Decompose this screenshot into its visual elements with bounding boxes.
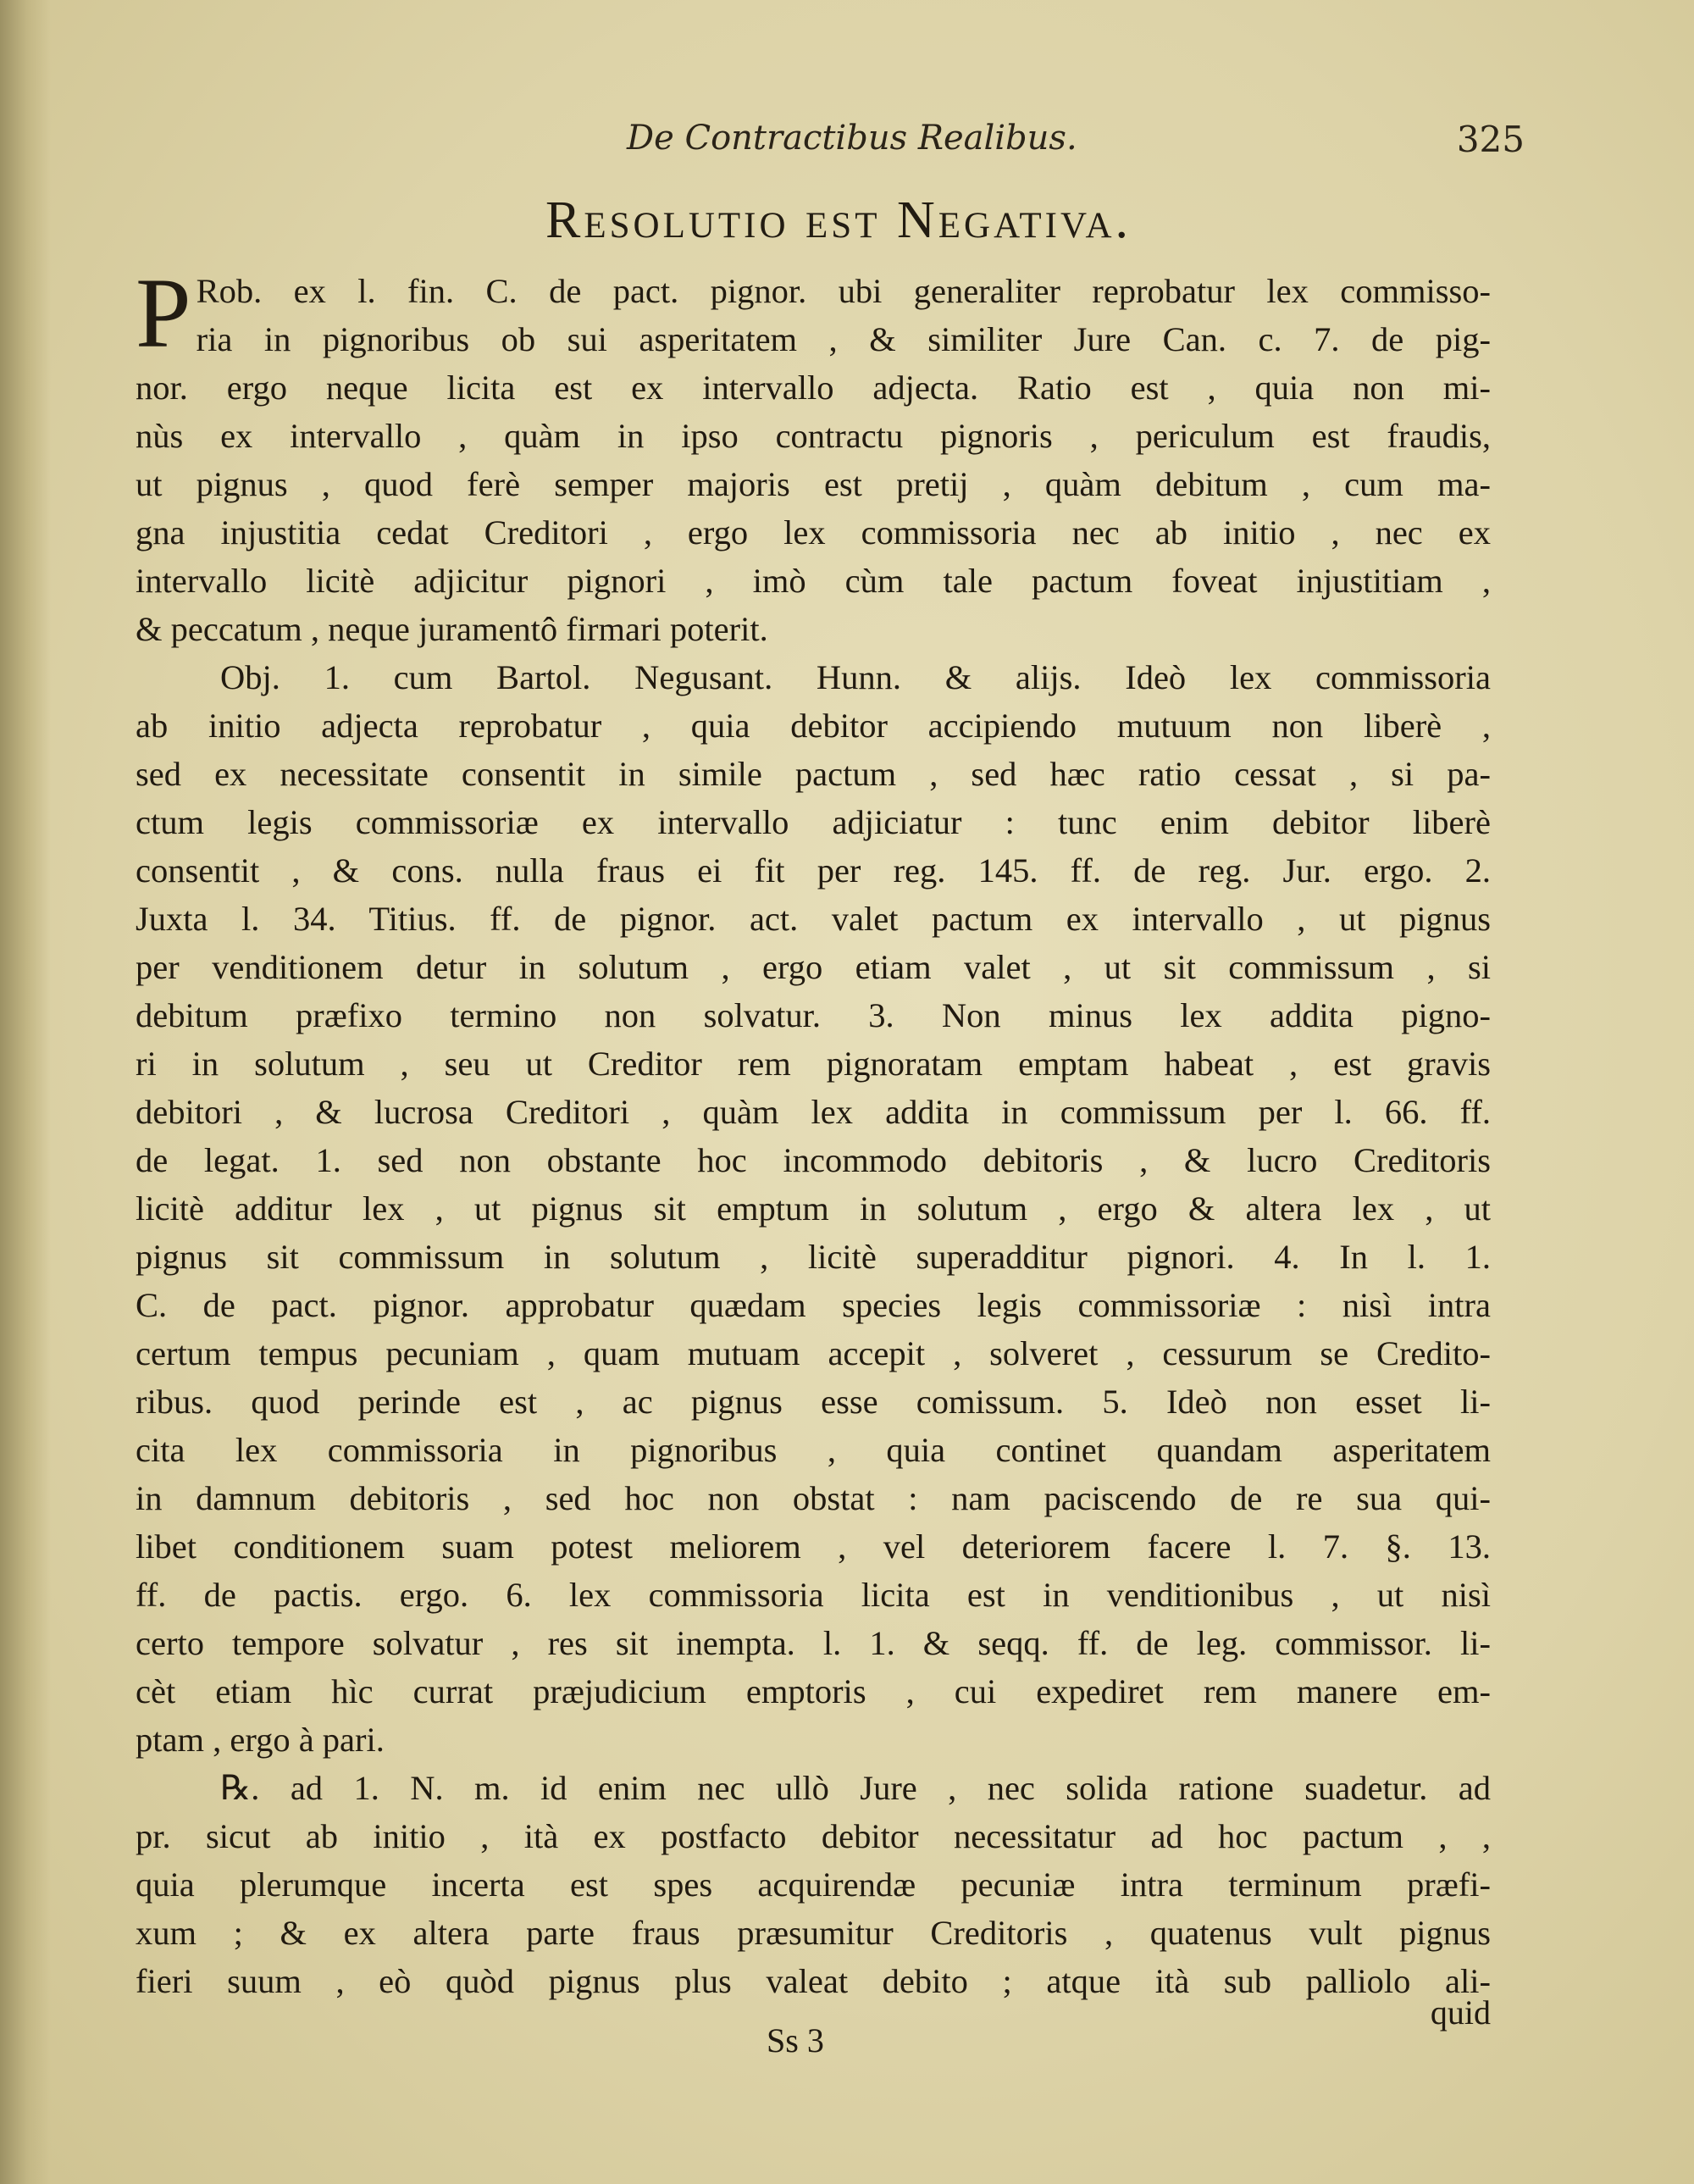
text-line: cèt etiam hìc currat præjudicium emptoris , cui expediret rem manere em- [136,1672,1491,1710]
text-line: libet conditionem suam potest meliorem , vel deteriorem facere l. 7. §. 13. [136,1527,1491,1566]
text-line: C. de pact. pignor. approbatur quædam species legis commissoriæ : nisì intra [136,1286,1491,1324]
text-line: Juxta l. 34. Titius. ff. de pignor. act. valet pactum ex intervallo , ut pignus [136,900,1491,938]
page-gutter-shadow [0,0,51,2184]
text-line: gna injustitia cedat Creditori , ergo lex commissoria nec ab initio , nec ex [136,513,1491,552]
text-line: & peccatum , neque juramentô firmari poterit. [136,610,768,648]
text-line: nor. ergo neque licita est ex intervallo adjecta. Ratio est , quia non mi- [136,369,1491,407]
text-line: per venditionem detur in solutum , ergo etiam valet , ut sit commissum , si [136,948,1491,986]
text-line: ℞. ad 1. N. m. id enim nec ullò Jure , nec solida ratione suadetur. ad [220,1769,1491,1807]
catchword: quid [1430,1993,1491,2032]
text-line: ab initio adjecta reprobatur , quia debitor accipiendo mutuum non liberè , [136,707,1491,745]
text-line: ptam , ergo à pari. [136,1721,385,1759]
text-line: nùs ex intervallo , quàm in ipso contractu pignoris , periculum est fraudis, [136,417,1491,455]
text-line: cita lex commissoria in pignoribus , quia continet quandam asperitatem [136,1431,1491,1469]
body-text [136,258,1491,2005]
text-line: debitum præfixo termino non solvatur. 3. Non minus lex addita pigno- [136,996,1491,1034]
text-line: in damnum debitoris , sed hoc non obstat : nam paciscendo de re sua qui- [136,1479,1491,1517]
text-line: intervallo licitè adjicitur pignori , imò cùm tale pactum foveat injustitiam , [136,562,1491,600]
section-title: Resolutio est Negativa. [545,191,1132,249]
text-line: xum ; & ex altera parte fraus præsumitur Creditoris , quatenus vult pignus [136,1914,1491,1952]
page-header [152,119,1525,169]
text-line: Obj. 1. cum Bartol. Negusant. Hunn. & alijs. Ideò lex commissoria [220,658,1491,696]
text-line: Rob. ex l. fin. C. de pact. pignor. ubi generaliter reprobatur lex commisso- [196,272,1491,310]
text-line: ff. de pactis. ergo. 6. lex commissoria licita est in venditionibus , ut nisì [136,1576,1491,1614]
text-line: ribus. quod perinde est , ac pignus esse comissum. 5. Ideò non esset li- [136,1383,1491,1421]
text-line: debitori , & lucrosa Creditori , quàm lex addita in commissum per l. 66. ff. [136,1093,1491,1131]
text-line: pr. sicut ab initio , ità ex postfacto debitor necessitatur ad hoc pactum , , [136,1817,1491,1855]
text-line: de legat. 1. sed non obstante hoc incommodo debitoris , & lucro Creditoris [136,1141,1491,1179]
signature-mark: Ss 3 [767,2021,824,2059]
text-line: licitè additur lex , ut pignus sit emptum in solutum , ergo & altera lex , ut [136,1189,1491,1228]
text-line: fieri suum , eò quòd pignus plus valeat debito ; atque ità sub palliolo ali- [136,1962,1491,2000]
running-title: De Contractibus Realibus. [627,119,1077,158]
text-line: ut pignus , quod ferè semper majoris est pretij , quàm debitum , cum ma- [136,465,1491,503]
drop-cap: P [136,258,191,369]
text-line: pignus sit commissum in solutum , licitè superadditur pignori. 4. In l. 1. [136,1238,1491,1276]
text-line: quia plerumque incerta est spes acquirendæ pecuniæ intra terminum præfi- [136,1865,1491,1904]
text-line: ri in solutum , seu ut Creditor rem pignoratam emptam habeat , est gravis [136,1045,1491,1083]
text-line: consentit , & cons. nulla fraus ei fit per reg. 145. ff. de reg. Jur. ergo. 2. [136,851,1491,890]
text-line: ctum legis commissoriæ ex intervallo adjiciatur : tunc enim debitor liberè [136,803,1491,841]
page-number: 325 [1456,119,1525,160]
text-line: certum tempus pecuniam , quam mutuam accepit , solveret , cessurum se Credito- [136,1334,1491,1372]
text-line: ria in pignoribus ob sui asperitatem , & similiter Jure Can. c. 7. de pig- [196,320,1491,358]
text-line: sed ex necessitate consentit in simile pactum , sed hæc ratio cessat , si pa- [136,755,1491,793]
text-line: certo tempore solvatur , res sit inempta. l. 1. & seqq. ff. de leg. commissor. li- [136,1624,1491,1662]
